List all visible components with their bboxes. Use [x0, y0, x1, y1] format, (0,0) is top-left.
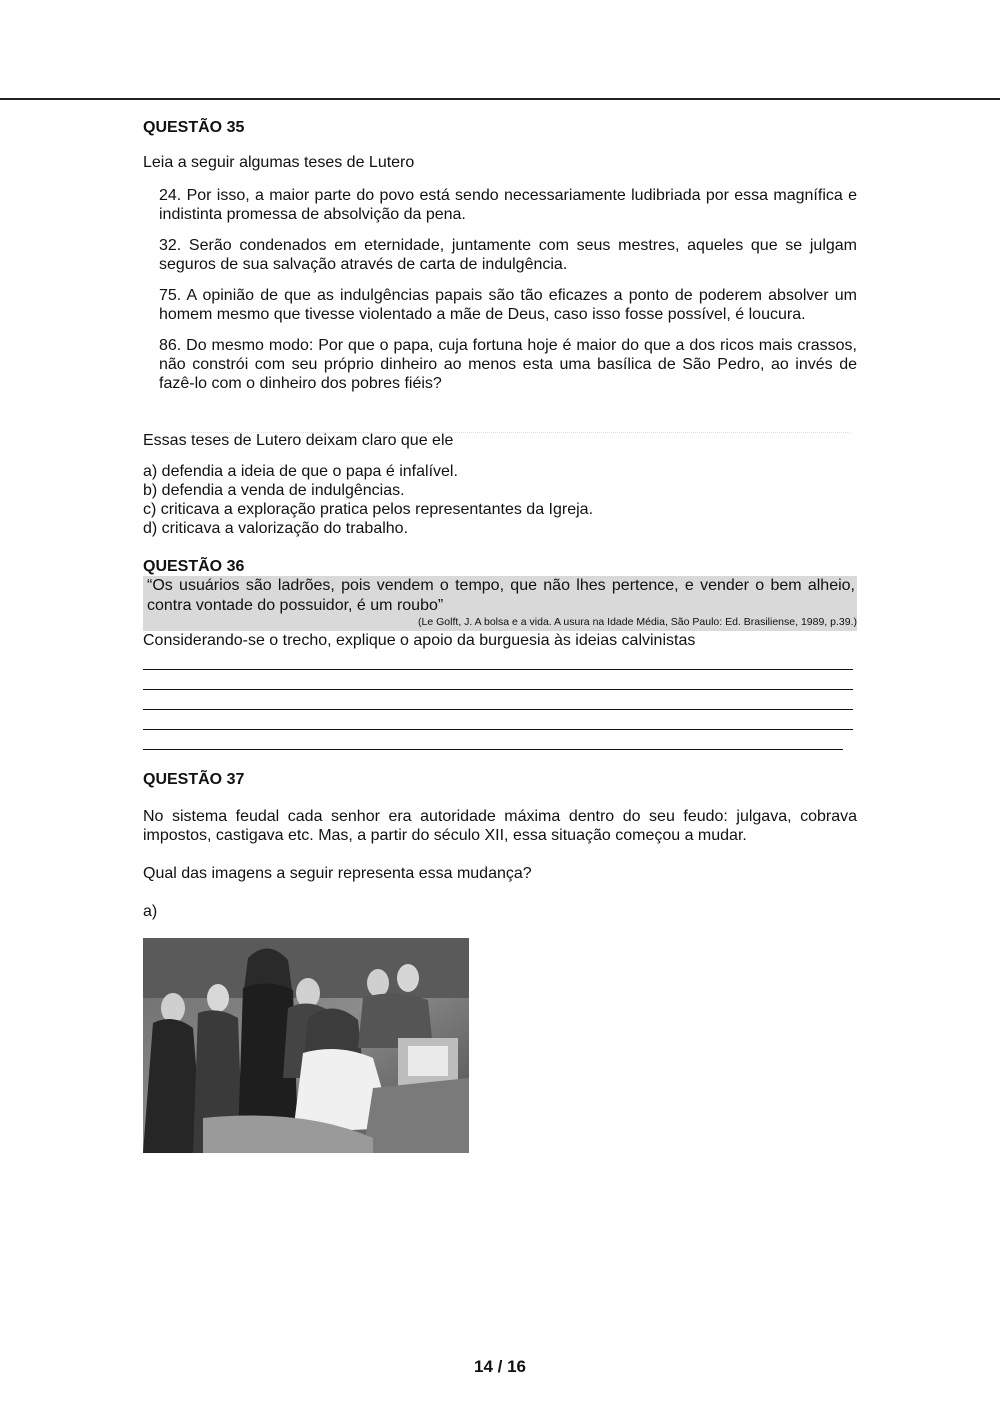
question-35-title: QUESTÃO 35 [143, 119, 245, 136]
faint-divider [190, 432, 850, 433]
thesis-75: 75. A opinião de que as indulgências papais são tão eficazes a ponto de poderem absolver um homem mesmo que tivesse violentado a mãe de Deus, caso isso fosse possível, é loucura. [159, 287, 857, 323]
theses-list [143, 186, 857, 393]
question-36-title: QUESTÃO 36 [143, 558, 245, 575]
thesis-86: 86. Do mesmo modo: Por que o papa, cuja fortuna hoje é maior do que a dos ricos mais crassos, não constrói com seu próprio dinheiro ao menos esta uma basílica de São Pedro, ao invés de fazê-lo com o dinheiro dos pobres fiéis? [159, 337, 857, 392]
option-b: b) defendia a venda de indulgências. [143, 482, 405, 499]
answer-line [143, 650, 853, 670]
option-c: c) criticava a exploração pratica pelos representantes da Igreja. [143, 501, 594, 518]
question-35-prompt: Essas teses de Lutero deixam claro que ele [143, 432, 454, 449]
question-37-title: QUESTÃO 37 [143, 771, 245, 788]
page-number: 14 / 16 [474, 1357, 526, 1376]
option-d: d) criticava a valorização do trabalho. [143, 520, 409, 537]
header-rule [0, 98, 1000, 100]
option-a: a) defendia a ideia de que o papa é infalível. [143, 463, 458, 480]
historical-painting-image [143, 938, 469, 1153]
quote-source: (Le Golft, J. A bolsa e a vida. A usura na Idade Média, São Paulo: Ed. Brasiliense, 1989, p.39.) [418, 616, 857, 628]
answer-line [143, 710, 853, 730]
thesis-24: 24. Por isso, a maior parte do povo está sendo necessariamente ludibriada por essa magnífica e indistinta promessa de absolvição da pena. [159, 187, 857, 223]
question-35-intro: Leia a seguir algumas teses de Lutero [143, 154, 415, 171]
quote-text: “Os usuários são ladrões, pois vendem o tempo, que não lhes pertence, e vender o bem alheio, contra vontade do possuidor, é um roubo” [147, 577, 855, 614]
page-content [143, 118, 857, 921]
question-36-prompt: Considerando-se o trecho, explique o apoio da burguesia às ideias calvinistas [143, 632, 696, 649]
question-35-options [143, 462, 857, 538]
answer-lines [143, 650, 857, 750]
question-37-prompt: Qual das imagens a seguir representa essa mudança? [143, 865, 532, 882]
answer-line [143, 730, 843, 750]
answer-line [143, 690, 853, 710]
option-a-label: a) [143, 903, 158, 920]
thesis-32: 32. Serão condenados em eternidade, juntamente com seus mestres, aqueles que se julgam seguros de sua salvação através de carta de indulgência. [159, 237, 857, 273]
question-37-text: No sistema feudal cada senhor era autoridade máxima dentro do seu feudo: julgava, cobrava impostos, castigava etc. Mas, a partir do século XII, essa situação começou a mudar. [143, 808, 857, 844]
quote-box [143, 576, 857, 631]
answer-line [143, 670, 853, 690]
